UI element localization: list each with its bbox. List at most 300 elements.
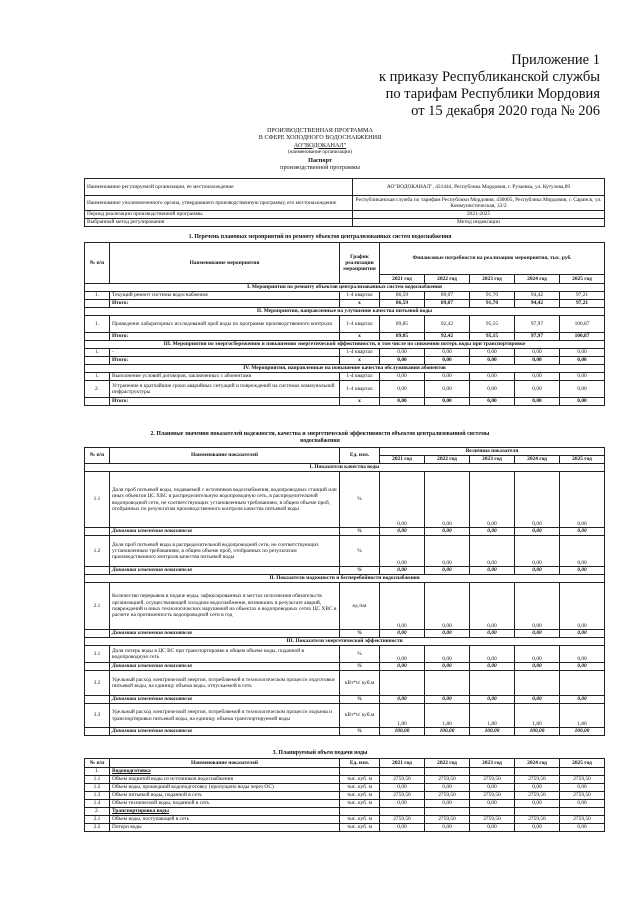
header-financing: Финансовые потребности на реализацию мероприятия, тыс. руб. bbox=[380, 243, 605, 275]
row-value: 0,00 bbox=[470, 800, 515, 808]
passport-value: Республиканская служба по тарифам Республики Мордовия, 430005, Республика Мордовия, г. Саранск, ул. Коммунистическая, 33/2 bbox=[353, 196, 605, 211]
row-num: 2.1 bbox=[85, 816, 110, 824]
row-value bbox=[515, 671, 560, 696]
row-num: 2.1 bbox=[85, 583, 110, 630]
row-value: 86,59 bbox=[380, 300, 425, 308]
row-value: 0,00 bbox=[515, 800, 560, 808]
dynamics-row bbox=[85, 630, 605, 638]
row-name: Удельный расход электрической энергии, потребляемой в технологическом процессе подготовки питьевой воды, на единицу объема воды, отпускаемой в сеть bbox=[110, 671, 340, 696]
annex-block bbox=[379, 52, 600, 120]
row-value: 100,87 bbox=[560, 316, 605, 333]
section-title: I. Мероприятия по ремонту объектов централизованных систем водоснабжения bbox=[85, 284, 605, 292]
row-value: 0,00 bbox=[425, 357, 470, 365]
passport-value: Метод индексации bbox=[353, 219, 605, 227]
row-unit bbox=[340, 808, 380, 816]
passport-row bbox=[85, 196, 605, 211]
row-name: Объем технической воды, поданной в сеть bbox=[110, 800, 340, 808]
year-header: 2021 год bbox=[380, 456, 425, 464]
row-value: 0,00 bbox=[470, 567, 515, 575]
row-value: 0,00 bbox=[560, 536, 605, 567]
row-value bbox=[515, 768, 560, 776]
row-name: Потери воды bbox=[110, 824, 340, 832]
row-num bbox=[85, 398, 110, 406]
row-value: 0,00 bbox=[515, 583, 560, 630]
row-value: 100,87 bbox=[560, 333, 605, 341]
row-num: 3.1 bbox=[85, 646, 110, 663]
dynamics-row bbox=[85, 696, 605, 704]
year-header: 2024 год bbox=[515, 456, 560, 464]
table-2-title-line-1: 2. Плановые значения показателей надежности, качества и энергетической эффективности объектов централизованной системы bbox=[150, 431, 490, 437]
row-unit: ед./км bbox=[340, 583, 380, 630]
row-value: 0,00 bbox=[515, 472, 560, 528]
empty-cell bbox=[85, 630, 110, 638]
row-unit: тыс. куб. м bbox=[340, 824, 380, 832]
row-value: 0,00 bbox=[425, 567, 470, 575]
year-header: 2024 год bbox=[515, 759, 560, 768]
row-value: 91,70 bbox=[470, 292, 515, 300]
section-title: IV. Мероприятия, направленные на повышение качества обслуживания абонентов bbox=[85, 365, 605, 373]
dynamics-row bbox=[85, 663, 605, 671]
row-unit: % bbox=[340, 728, 380, 736]
year-header: 2022 год bbox=[425, 456, 470, 464]
water-supply-volume-table bbox=[84, 758, 605, 832]
row-value: 0,00 bbox=[380, 472, 425, 528]
row-value bbox=[425, 768, 470, 776]
row-name: Доля потерь воды в ЦС ВС при транспортировке в общем объеме воды, поданной в водопроводную сеть bbox=[110, 646, 340, 663]
organization-name: АО"ВОДОКАНАЛ" bbox=[293, 141, 347, 149]
row-name: Доля проб питьевой воды в распределительной водопроводной сети, не соответствующих установленным требованиям, в общем объеме проб, отобранных по результатам производственного контроля качества питьевой воды bbox=[110, 536, 340, 567]
annex-line-1: Приложение 1 bbox=[511, 52, 600, 68]
year-header: 2023 год bbox=[470, 456, 515, 464]
indicator-row bbox=[85, 583, 605, 630]
row-value: 0,00 bbox=[425, 528, 470, 536]
year-header: 2021 год bbox=[380, 759, 425, 768]
row-value: 0,00 bbox=[515, 784, 560, 792]
row-num: 1. bbox=[85, 292, 110, 300]
total-row bbox=[85, 357, 605, 365]
table-row bbox=[85, 824, 605, 832]
program-header bbox=[0, 127, 640, 171]
row-num: 1.3 bbox=[85, 792, 110, 800]
row-value: 2759,50 bbox=[425, 776, 470, 784]
section-row bbox=[85, 308, 605, 316]
year-header: 2023 год bbox=[470, 275, 515, 284]
passport-label: Наименование уполномоченного органа, утвердившего производственную программу, его местонахождение bbox=[85, 196, 353, 211]
row-unit: тыс. куб. м bbox=[340, 784, 380, 792]
section-title: II. Мероприятия, направленные на улучшение качества питьевой воды bbox=[85, 308, 605, 316]
row-value: 2759,50 bbox=[425, 792, 470, 800]
row-unit: тыс. куб. м bbox=[340, 792, 380, 800]
row-value: 0,00 bbox=[560, 630, 605, 638]
section-title: I. Показатели качества воды bbox=[85, 464, 605, 472]
row-unit bbox=[340, 768, 380, 776]
indicator-row bbox=[85, 472, 605, 528]
table-row bbox=[85, 784, 605, 792]
row-name: Итого: bbox=[110, 333, 340, 341]
row-value bbox=[380, 808, 425, 816]
row-num: 1. bbox=[85, 373, 110, 381]
table-1-title: 1. Перечень плановых мероприятий по ремонту объектов централизованных систем водоснабжения bbox=[188, 234, 452, 240]
table-row bbox=[85, 292, 605, 300]
row-value: 2759,50 bbox=[560, 816, 605, 824]
row-value bbox=[380, 671, 425, 696]
table-3-title: 3. Планируемый объем подачи воды bbox=[272, 750, 368, 756]
row-name: Итого: bbox=[110, 300, 340, 308]
row-num: 1.1 bbox=[85, 776, 110, 784]
row-value: 0,00 bbox=[425, 824, 470, 832]
row-value: 0,00 bbox=[380, 696, 425, 704]
header-unit: Ед. изм. bbox=[340, 448, 380, 464]
row-value: 0,00 bbox=[380, 398, 425, 406]
table-row bbox=[85, 808, 605, 816]
row-value: 2759,50 bbox=[380, 816, 425, 824]
annex-line-2: к приказу Республиканской службы bbox=[378, 69, 600, 85]
row-value: 0,00 bbox=[380, 824, 425, 832]
row-value: 0,00 bbox=[470, 824, 515, 832]
row-value: 97,21 bbox=[560, 300, 605, 308]
row-value: 0,00 bbox=[560, 567, 605, 575]
row-value: 89,07 bbox=[425, 292, 470, 300]
row-value bbox=[425, 671, 470, 696]
row-value: 94,42 bbox=[515, 300, 560, 308]
row-value: 0,00 bbox=[470, 357, 515, 365]
row-value: 0,00 bbox=[560, 696, 605, 704]
section-title: III. Показатели энергетической эффективности bbox=[85, 638, 605, 646]
row-value: 95,15 bbox=[470, 333, 515, 341]
row-value: 2759,50 bbox=[425, 816, 470, 824]
header-num: № п/п bbox=[85, 243, 110, 284]
row-value: 0,00 bbox=[515, 646, 560, 663]
row-value: 0,00 bbox=[515, 373, 560, 381]
year-header: 2025 год bbox=[560, 456, 605, 464]
row-value: 0,00 bbox=[560, 373, 605, 381]
row-unit: % bbox=[340, 536, 380, 567]
row-name: Транспортировка воды bbox=[110, 808, 340, 816]
total-row bbox=[85, 300, 605, 308]
row-value: 0,00 bbox=[380, 646, 425, 663]
row-value: 100,00 bbox=[560, 728, 605, 736]
dynamics-row bbox=[85, 528, 605, 536]
table-row bbox=[85, 316, 605, 333]
dynamics-label: Динамика изменения показателя bbox=[110, 728, 340, 736]
row-value: 1,80 bbox=[470, 704, 515, 728]
row-schedule: 1-4 квартал bbox=[340, 292, 380, 300]
passport-title: Паспорт bbox=[308, 156, 332, 164]
row-value: 0,00 bbox=[560, 398, 605, 406]
row-unit: % bbox=[340, 567, 380, 575]
row-num bbox=[85, 333, 110, 341]
year-header: 2025 год bbox=[560, 759, 605, 768]
row-value: 0,00 bbox=[515, 824, 560, 832]
row-schedule: 1-4 квартал bbox=[340, 349, 380, 357]
section-row bbox=[85, 638, 605, 646]
dynamics-label: Динамика изменения показателя bbox=[110, 528, 340, 536]
passport-row bbox=[85, 219, 605, 227]
row-unit: тыс. куб. м bbox=[340, 776, 380, 784]
repair-measures-table bbox=[84, 242, 605, 406]
row-value: 0,00 bbox=[380, 583, 425, 630]
row-num: 1. bbox=[85, 768, 110, 776]
table-3-body bbox=[85, 768, 605, 832]
table-row bbox=[85, 792, 605, 800]
section-title: III. Мероприятия по энергосбережению и повышению энергетической эффективности, в том числе по снижению потерь воды при транспортировке bbox=[85, 341, 605, 349]
row-num: 1.1 bbox=[85, 472, 110, 528]
row-value: 100,00 bbox=[380, 728, 425, 736]
row-unit: % bbox=[340, 528, 380, 536]
empty-cell bbox=[85, 567, 110, 575]
dynamics-label: Динамика изменения показателя bbox=[110, 663, 340, 671]
table-row bbox=[85, 816, 605, 824]
row-num: 2. bbox=[85, 808, 110, 816]
indicator-row bbox=[85, 671, 605, 696]
organization-caption: (наименование организации) bbox=[288, 149, 352, 156]
row-value: 0,00 bbox=[380, 663, 425, 671]
row-value: 0,00 bbox=[560, 528, 605, 536]
row-value: 0,00 bbox=[470, 784, 515, 792]
row-name: Удельный расход электрической энергии, потребляемой в технологическом процессе подъема и транспортировки питьевой воды, на единицу объема транспортируемой воды bbox=[110, 704, 340, 728]
row-name: Текущий ремонт системы водоснабжения bbox=[110, 292, 340, 300]
dynamics-label: Динамика изменения показателя bbox=[110, 630, 340, 638]
row-value: 97,21 bbox=[560, 292, 605, 300]
row-value: 2759,50 bbox=[560, 776, 605, 784]
row-unit: % bbox=[340, 646, 380, 663]
row-value: 0,00 bbox=[425, 536, 470, 567]
year-header: 2022 год bbox=[425, 759, 470, 768]
row-value: 1,80 bbox=[560, 704, 605, 728]
row-value: 100,00 bbox=[515, 728, 560, 736]
row-value: 0,00 bbox=[380, 630, 425, 638]
row-value: 0,00 bbox=[380, 528, 425, 536]
row-value: 0,00 bbox=[470, 472, 515, 528]
row-schedule: 1-4 квартал bbox=[340, 381, 380, 398]
row-value bbox=[515, 808, 560, 816]
row-value: 94,42 bbox=[515, 292, 560, 300]
row-value: 0,00 bbox=[560, 824, 605, 832]
annex-line-3: по тарифам Республики Мордовия bbox=[385, 86, 600, 102]
indicator-row bbox=[85, 646, 605, 663]
row-schedule: 1-4 квартал bbox=[340, 373, 380, 381]
empty-cell bbox=[85, 728, 110, 736]
indicators-table bbox=[84, 447, 605, 736]
row-unit: тыс. куб. м bbox=[340, 816, 380, 824]
header-value: Величина показателя bbox=[380, 448, 605, 456]
row-value: 0,00 bbox=[425, 472, 470, 528]
passport-label: Наименование регулируемой организации, ее местонахождение bbox=[85, 179, 353, 196]
row-value: 0,00 bbox=[515, 696, 560, 704]
row-value: 0,00 bbox=[515, 398, 560, 406]
program-title-2: В СФЕРЕ ХОЛОДНОГО ВОДОСНАБЖЕНИЯ bbox=[258, 134, 382, 142]
row-value: 0,00 bbox=[380, 381, 425, 398]
row-value: 2759,50 bbox=[380, 776, 425, 784]
header-name: Наименование показателей bbox=[110, 759, 340, 768]
row-value: 2759,50 bbox=[470, 792, 515, 800]
passport-value: 2021-2025 bbox=[353, 211, 605, 219]
row-value: 92,42 bbox=[425, 316, 470, 333]
row-value: 2759,50 bbox=[470, 816, 515, 824]
row-value: 0,00 bbox=[425, 349, 470, 357]
row-value: 89,07 bbox=[425, 300, 470, 308]
row-value: 92,42 bbox=[425, 333, 470, 341]
table-row bbox=[85, 776, 605, 784]
row-value: 0,00 bbox=[425, 583, 470, 630]
header-schedule: График реализации мероприятия bbox=[340, 243, 380, 284]
table-2-title bbox=[0, 431, 640, 445]
row-value: 1,80 bbox=[425, 704, 470, 728]
table-header-row bbox=[85, 448, 605, 456]
row-schedule: х bbox=[340, 300, 380, 308]
row-value: 0,00 bbox=[380, 567, 425, 575]
row-value: 0,00 bbox=[515, 349, 560, 357]
table-header-row bbox=[85, 759, 605, 768]
section-title: II. Показатели надежности и бесперебойности водоснабжения bbox=[85, 575, 605, 583]
row-value bbox=[560, 671, 605, 696]
row-num: 1.4 bbox=[85, 800, 110, 808]
row-value: 95,15 bbox=[470, 316, 515, 333]
year-header: 2021 год bbox=[380, 275, 425, 284]
table-2-title-line-2: водоснабжения bbox=[300, 438, 340, 444]
passport-row bbox=[85, 211, 605, 219]
row-num bbox=[85, 300, 110, 308]
row-value: 2759,50 bbox=[515, 816, 560, 824]
row-value: 0,00 bbox=[470, 696, 515, 704]
row-value bbox=[470, 808, 515, 816]
row-value: 0,00 bbox=[515, 528, 560, 536]
section-row bbox=[85, 464, 605, 472]
row-name: Объем поднятой воды из источников водоснабжения bbox=[110, 776, 340, 784]
row-name: Устранение в кратчайшие сроки аварийных ситуаций и повреждений на системах коммунальной инфраструктуры bbox=[110, 381, 340, 398]
row-name: - bbox=[110, 349, 340, 357]
indicator-row bbox=[85, 704, 605, 728]
row-value: 0,00 bbox=[470, 646, 515, 663]
table-row bbox=[85, 768, 605, 776]
row-name: Выполнение условий договоров, заключенных с абонентами bbox=[110, 373, 340, 381]
year-header: 2024 год bbox=[515, 275, 560, 284]
row-name: Объем питьевой воды, поданной в сеть bbox=[110, 792, 340, 800]
total-row bbox=[85, 333, 605, 341]
dynamics-label: Динамика изменения показателя bbox=[110, 567, 340, 575]
row-value: 0,00 bbox=[560, 800, 605, 808]
header-name: Наименование показателей bbox=[110, 448, 340, 464]
row-value: 0,00 bbox=[515, 536, 560, 567]
row-value: 0,00 bbox=[560, 663, 605, 671]
row-value: 100,00 bbox=[470, 728, 515, 736]
row-value: 0,00 bbox=[515, 381, 560, 398]
row-schedule: х bbox=[340, 333, 380, 341]
row-value: 0,00 bbox=[425, 800, 470, 808]
row-value: 2759,50 bbox=[515, 776, 560, 784]
row-value: 0,00 bbox=[425, 373, 470, 381]
header-name: Наименование мероприятия bbox=[110, 243, 340, 284]
passport-row bbox=[85, 179, 605, 196]
row-value: 0,00 bbox=[470, 373, 515, 381]
row-num: 1.2 bbox=[85, 536, 110, 567]
year-header: 2023 год bbox=[470, 759, 515, 768]
row-unit: % bbox=[340, 472, 380, 528]
row-value: 0,00 bbox=[470, 536, 515, 567]
row-value: 0,00 bbox=[470, 349, 515, 357]
total-row bbox=[85, 398, 605, 406]
table-row bbox=[85, 800, 605, 808]
row-value: 91,70 bbox=[470, 300, 515, 308]
row-name: Доля проб питьевой воды, подаваемой с источников водоснабжения, водопроводных станций или иных объектов ЦС ХВС в распределительную водопроводную сеть, в распределительной водопроводной сети, не соответствующих установленным требованиям, в общем объеме проб, отобранных по результатам производственного контроля качества питьевой воды bbox=[110, 472, 340, 528]
row-value: 0,00 bbox=[380, 800, 425, 808]
row-unit: тыс. куб. м bbox=[340, 800, 380, 808]
row-value: 0,00 bbox=[515, 663, 560, 671]
row-name: Количество перерывов в подаче воды, зафиксированных в местах исполнения обязательств организацией, осуществляющей холодное водоснабжение, возникших в результате аварий, повреждений и иных технологических нарушений на объектах в водопроводных сетях ЦС ХВС в расчете на протяженность водопроводной сети в год bbox=[110, 583, 340, 630]
row-value: 0,00 bbox=[380, 784, 425, 792]
row-num bbox=[85, 357, 110, 365]
row-value: 0,00 bbox=[560, 472, 605, 528]
row-value: 0,00 bbox=[425, 398, 470, 406]
row-value: 0,00 bbox=[470, 583, 515, 630]
passport-value: АО"ВОДОКАНАЛ", 431444, Республика Мордовия, г. Рузаевка, ул. Кутузова,89 bbox=[353, 179, 605, 196]
row-value: 0,00 bbox=[380, 349, 425, 357]
row-value bbox=[470, 671, 515, 696]
row-value: 89,85 bbox=[380, 316, 425, 333]
row-value: 0,00 bbox=[470, 381, 515, 398]
row-value: 0,00 bbox=[515, 357, 560, 365]
row-value: 2759,50 bbox=[515, 792, 560, 800]
row-value: 1,80 bbox=[380, 704, 425, 728]
row-unit: % bbox=[340, 696, 380, 704]
row-value bbox=[425, 808, 470, 816]
passport-label: Выбранный метод регулирования bbox=[85, 219, 353, 227]
annex-line-4: от 15 декабря 2020 года № 206 bbox=[411, 103, 600, 119]
row-value bbox=[560, 768, 605, 776]
row-value: 0,00 bbox=[425, 646, 470, 663]
row-value: 0,00 bbox=[470, 528, 515, 536]
row-num: 1. bbox=[85, 316, 110, 333]
indicator-row bbox=[85, 536, 605, 567]
row-value: 0,00 bbox=[560, 784, 605, 792]
row-value: 0,00 bbox=[470, 398, 515, 406]
row-value: 97,97 bbox=[515, 316, 560, 333]
table-row bbox=[85, 349, 605, 357]
row-value: 2759,50 bbox=[470, 776, 515, 784]
row-value: 0,00 bbox=[425, 784, 470, 792]
row-value: 0,00 bbox=[515, 567, 560, 575]
row-unit: кВт*ч/ куб.м bbox=[340, 704, 380, 728]
table-row bbox=[85, 381, 605, 398]
row-name: Проведение лабораторных исследований проб воды по программе производственного контроля bbox=[110, 316, 340, 333]
row-unit: % bbox=[340, 663, 380, 671]
empty-cell bbox=[85, 696, 110, 704]
row-value bbox=[560, 808, 605, 816]
row-schedule: х bbox=[340, 357, 380, 365]
row-value: 0,00 bbox=[425, 630, 470, 638]
passport-label: Период реализации производственной программы bbox=[85, 211, 353, 219]
row-name: Итого: bbox=[110, 357, 340, 365]
row-num: 2.2 bbox=[85, 824, 110, 832]
row-num: 1.2 bbox=[85, 784, 110, 792]
dynamics-label: Динамика изменения показателя bbox=[110, 696, 340, 704]
empty-cell bbox=[85, 663, 110, 671]
dynamics-row bbox=[85, 567, 605, 575]
row-value: 86,59 bbox=[380, 292, 425, 300]
row-value: 100,00 bbox=[425, 728, 470, 736]
row-value: 0,00 bbox=[470, 663, 515, 671]
program-title-1: ПРОИЗВОДСТВЕННАЯ ПРОГРАММА bbox=[266, 127, 374, 134]
section-row bbox=[85, 284, 605, 292]
row-value: 97,97 bbox=[515, 333, 560, 341]
row-value bbox=[380, 768, 425, 776]
row-value bbox=[470, 768, 515, 776]
year-header: 2022 год bbox=[425, 275, 470, 284]
row-name: Итого: bbox=[110, 398, 340, 406]
row-num: 3.2 bbox=[85, 671, 110, 696]
header-num: № п/п bbox=[85, 759, 110, 768]
table-header-row bbox=[85, 243, 605, 275]
